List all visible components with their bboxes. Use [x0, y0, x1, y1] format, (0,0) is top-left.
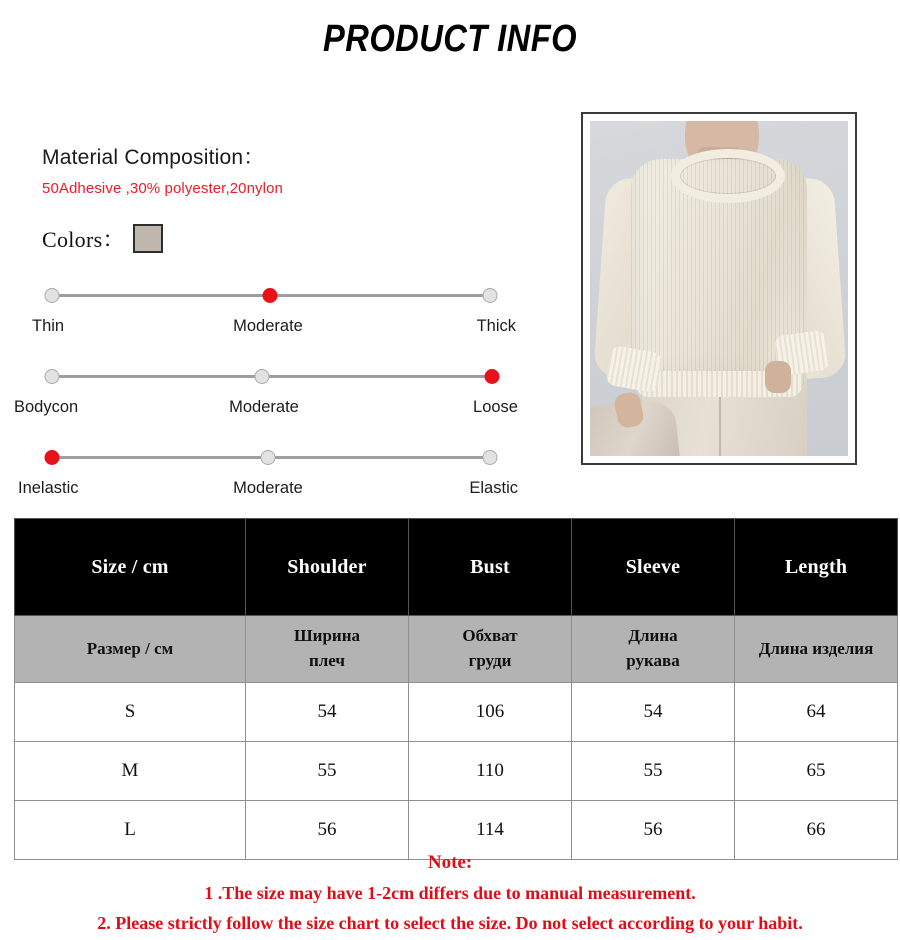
product-photo — [590, 121, 848, 456]
slider-thickness[interactable] — [0, 283, 560, 364]
table-header-row-en — [15, 519, 898, 616]
cell-sleeve: 56 — [572, 801, 735, 860]
cell-length: 66 — [735, 801, 898, 860]
slider-elasticity-label-mid: Moderate — [233, 479, 303, 497]
slider-fit-dot-right-active[interactable] — [485, 369, 500, 384]
cell-shoulder: 56 — [246, 801, 409, 860]
header-ru-shoulder: Ширина плеч — [246, 616, 409, 683]
model-hand-right — [765, 361, 791, 393]
slider-elasticity-dot-right[interactable] — [483, 450, 498, 465]
cell-size: L — [15, 801, 246, 860]
slider-thickness-label-mid: Moderate — [233, 317, 303, 335]
attribute-sliders — [0, 283, 560, 526]
slider-fit-label-right: Loose — [473, 398, 518, 416]
slider-thickness-label-right: Thick — [476, 317, 516, 335]
slider-thickness-dot-left[interactable] — [45, 288, 60, 303]
cell-sleeve: 54 — [572, 683, 735, 742]
material-info-block — [42, 145, 542, 254]
header-ru-sleeve: Длина рукава — [572, 616, 735, 683]
header-ru-size: Размер / см — [15, 616, 246, 683]
cell-bust: 106 — [409, 683, 572, 742]
slider-elasticity-label-right: Elastic — [469, 479, 518, 497]
note-line-1: 1 .The size may have 1-2cm differs due to manual measurement. — [204, 882, 696, 903]
sweater-cuff-left — [605, 345, 663, 393]
slider-fit-label-mid: Moderate — [229, 398, 299, 416]
slider-thickness-labels — [0, 317, 560, 339]
note-block — [0, 849, 900, 939]
cell-size: M — [15, 742, 246, 801]
header-shoulder: Shoulder — [246, 519, 409, 616]
product-photo-frame[interactable] — [581, 112, 857, 465]
material-composition-label: Material Composition： — [42, 146, 265, 169]
note-line-2: 2. Please strictly follow the size chart to select the size. Do not select according to your habit. — [97, 913, 803, 934]
size-chart-table — [14, 518, 898, 860]
header-size: Size / cm — [15, 519, 246, 616]
slider-thickness-dot-mid-active[interactable] — [263, 288, 278, 303]
sweater-collar — [671, 149, 785, 203]
slider-elasticity-dot-left-active[interactable] — [45, 450, 60, 465]
note-title: Note: — [427, 852, 473, 873]
header-length: Length — [735, 519, 898, 616]
slider-fit-track[interactable] — [0, 364, 560, 388]
header-bust: Bust — [409, 519, 572, 616]
table-row — [15, 742, 898, 801]
slider-fit-dot-left[interactable] — [45, 369, 60, 384]
slider-elasticity-dot-mid[interactable] — [261, 450, 276, 465]
colors-row — [42, 223, 542, 254]
header-ru-length: Длина изделия — [735, 616, 898, 683]
material-composition-value: 50Adhesive ,30% polyester,20nylon — [42, 180, 283, 198]
header-sleeve: Sleeve — [572, 519, 735, 616]
cell-length: 64 — [735, 683, 898, 742]
cell-bust: 110 — [409, 742, 572, 801]
slider-elasticity[interactable] — [0, 445, 560, 526]
slider-fit-label-left: Bodycon — [14, 398, 79, 416]
cell-sleeve: 55 — [572, 742, 735, 801]
slider-thickness-label-left: Thin — [32, 317, 65, 335]
slider-elasticity-track[interactable] — [0, 445, 560, 469]
slider-fit[interactable] — [0, 364, 560, 445]
table-row — [15, 683, 898, 742]
model-trouser-seam — [719, 389, 721, 456]
cell-bust: 114 — [409, 801, 572, 860]
page-title: PRODUCT INFO — [323, 18, 577, 60]
cell-length: 65 — [735, 742, 898, 801]
cell-size: S — [15, 683, 246, 742]
cell-shoulder: 55 — [246, 742, 409, 801]
header-ru-bust: Обхват груди — [409, 616, 572, 683]
slider-thickness-dot-right[interactable] — [483, 288, 498, 303]
slider-elasticity-label-left: Inelastic — [18, 479, 79, 497]
slider-fit-line — [52, 375, 494, 378]
colors-label: Colors： — [42, 227, 125, 253]
slider-elasticity-labels — [0, 479, 560, 501]
slider-thickness-track[interactable] — [0, 283, 560, 307]
cell-shoulder: 54 — [246, 683, 409, 742]
slider-fit-dot-mid[interactable] — [255, 369, 270, 384]
table-header-row-ru — [15, 616, 898, 683]
color-swatch-beige[interactable] — [133, 224, 163, 253]
slider-fit-labels — [0, 398, 560, 420]
